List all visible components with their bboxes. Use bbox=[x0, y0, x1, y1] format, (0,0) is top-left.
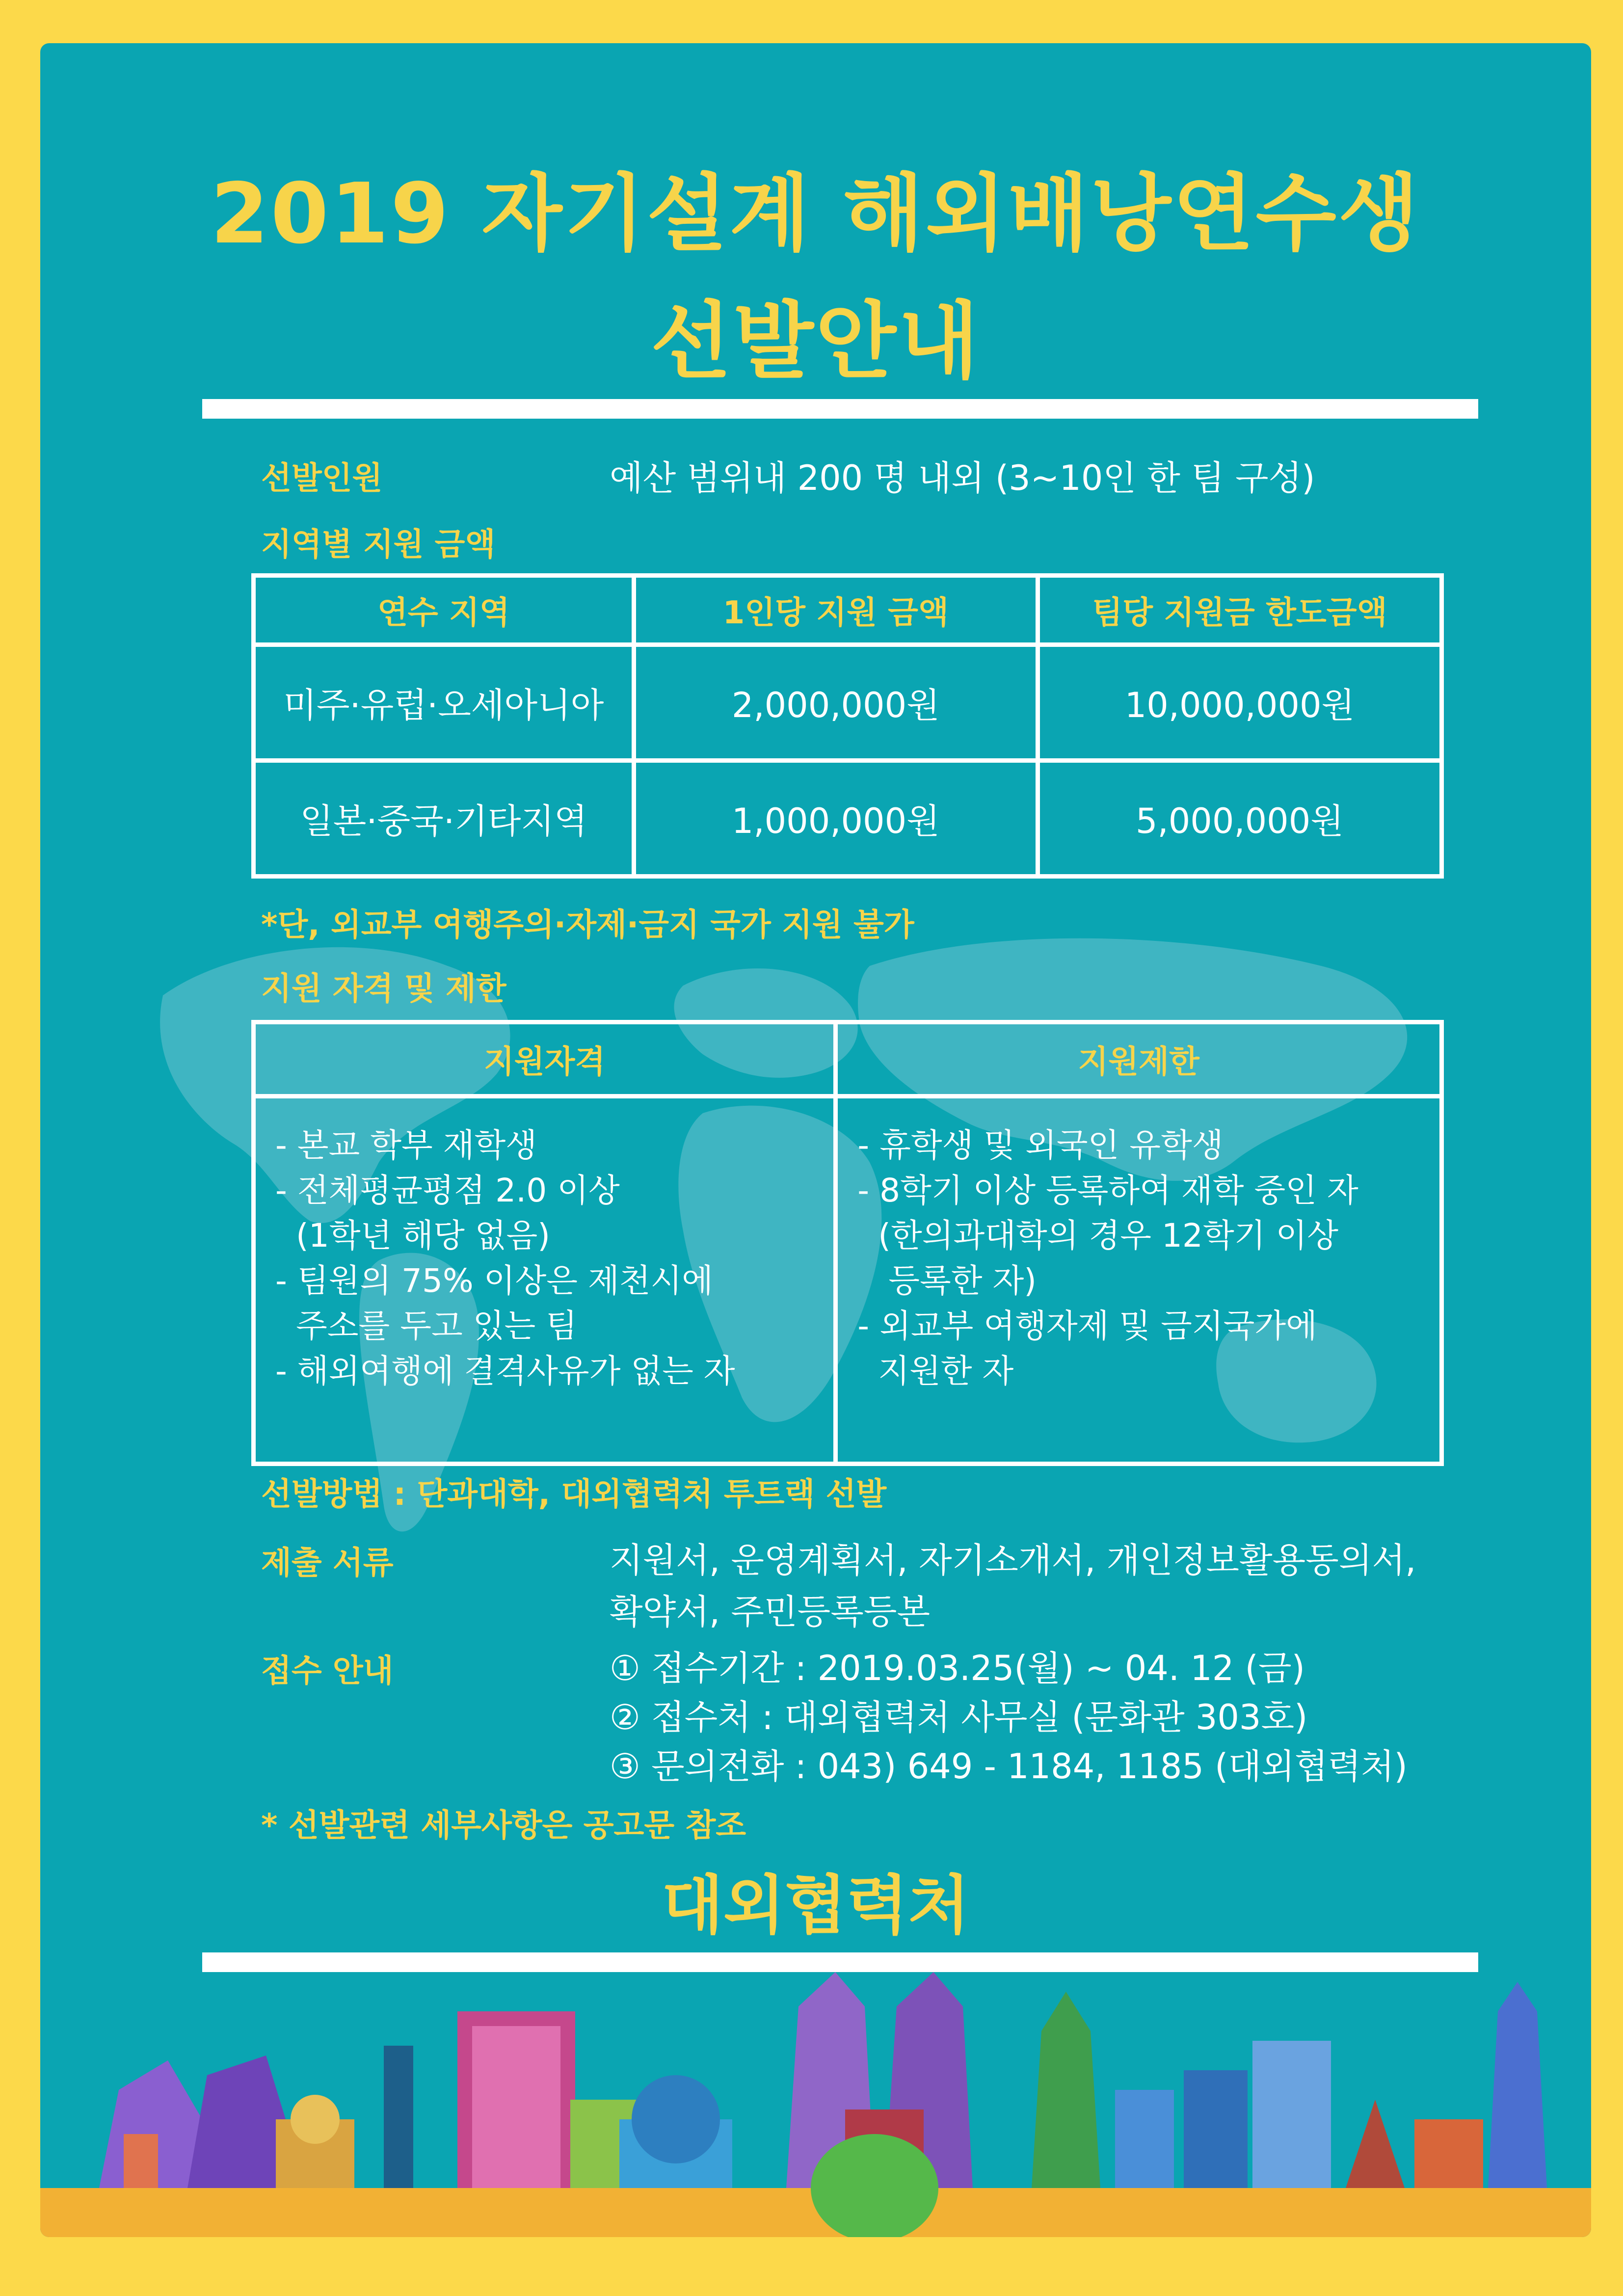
list-item: - 전체평균평점 2.0 이상 bbox=[275, 1172, 620, 1209]
detail-note: * 선발관련 세부사항은 공고문 참조 bbox=[261, 1808, 746, 1844]
selection-method: 선발방법 : 단과대학, 대외협력처 투트랙 선발 bbox=[261, 1476, 887, 1513]
organization-name: 대외협력처 bbox=[662, 1868, 970, 1943]
reception-phone: ③ 문의전화 : 043) 649 - 1184, 1185 (대외협력처) bbox=[610, 1746, 1408, 1787]
restrictions-cell bbox=[836, 1096, 1442, 1464]
region-note: *단, 외교부 여행주의·자제·금지 국가 지원 불가 bbox=[261, 907, 914, 943]
cell-per-person: 2,000,000원 bbox=[634, 645, 1038, 761]
header-per-person: 1인당 지원 금액 bbox=[634, 576, 1038, 645]
table-row bbox=[254, 1096, 1442, 1464]
reception-label: 접수 안내 bbox=[261, 1653, 394, 1689]
reception-period: ① 접수기간 : 2019.03.25(월) ~ 04. 12 (금) bbox=[610, 1648, 1305, 1688]
cell-team-limit: 5,000,000원 bbox=[1038, 761, 1441, 877]
recruit-value: 예산 범위내 200 명 내외 (3~10인 한 팀 구성) bbox=[610, 458, 1315, 498]
list-item: (한의과대학의 경우 12학기 이상 bbox=[857, 1217, 1338, 1255]
qualification-table bbox=[251, 1020, 1444, 1466]
list-item: - 해외여행에 결격사유가 없는 자 bbox=[275, 1352, 735, 1390]
qualification-section-heading: 지원 자격 및 제한 bbox=[261, 971, 506, 1007]
footer-divider bbox=[202, 1952, 1478, 1972]
recruit-label: 선발인원 bbox=[261, 460, 383, 497]
header-qualifications: 지원자격 bbox=[254, 1022, 836, 1096]
qualifications-cell bbox=[254, 1096, 836, 1464]
region-support-table bbox=[251, 573, 1444, 879]
list-item: 지원한 자 bbox=[857, 1352, 1014, 1390]
header-restrictions: 지원제한 bbox=[836, 1022, 1442, 1096]
documents-line-2: 확약서, 주민등록등본 bbox=[610, 1592, 931, 1632]
table-header-row bbox=[254, 1022, 1442, 1096]
documents-label: 제출 서류 bbox=[261, 1545, 394, 1581]
list-item: 주소를 두고 있는 팀 bbox=[275, 1307, 577, 1345]
title-line-1: 2019 자기설계 해외배낭연수생 bbox=[211, 165, 1421, 263]
header-team-limit: 팀당 지원금 한도금액 bbox=[1038, 576, 1441, 645]
table-row bbox=[254, 761, 1442, 877]
title-divider bbox=[202, 399, 1478, 419]
cell-region: 일본·중국·기타지역 bbox=[254, 761, 634, 877]
list-item: - 휴학생 및 외국인 유학생 bbox=[857, 1126, 1224, 1164]
header-region: 연수 지역 bbox=[254, 576, 634, 645]
region-section-heading: 지역별 지원 금액 bbox=[261, 527, 496, 563]
list-item: 등록한 자) bbox=[857, 1262, 1037, 1300]
table-row bbox=[254, 645, 1442, 761]
list-item: - 외교부 여행자제 및 금지국가에 bbox=[857, 1307, 1317, 1345]
list-item: - 팀원의 75% 이상은 제천시에 bbox=[275, 1262, 713, 1300]
documents-line-1: 지원서, 운영계획서, 자기소개서, 개인정보활용동의서, bbox=[610, 1540, 1416, 1580]
city-skyline-illustration bbox=[40, 1972, 1591, 2237]
list-item: (1학년 해당 없음) bbox=[275, 1217, 550, 1255]
cell-per-person: 1,000,000원 bbox=[634, 761, 1038, 877]
table-header-row bbox=[254, 576, 1442, 645]
list-item: - 본교 학부 재학생 bbox=[275, 1126, 537, 1164]
poster bbox=[40, 43, 1591, 2237]
list-item: - 8학기 이상 등록하여 재학 중인 자 bbox=[857, 1172, 1358, 1209]
cell-region: 미주·유럽·오세아니아 bbox=[254, 645, 634, 761]
cell-team-limit: 10,000,000원 bbox=[1038, 645, 1441, 761]
reception-place: ② 접수처 : 대외협력처 사무실 (문화관 303호) bbox=[610, 1697, 1308, 1737]
title-line-2: 선발안내 bbox=[650, 293, 981, 390]
